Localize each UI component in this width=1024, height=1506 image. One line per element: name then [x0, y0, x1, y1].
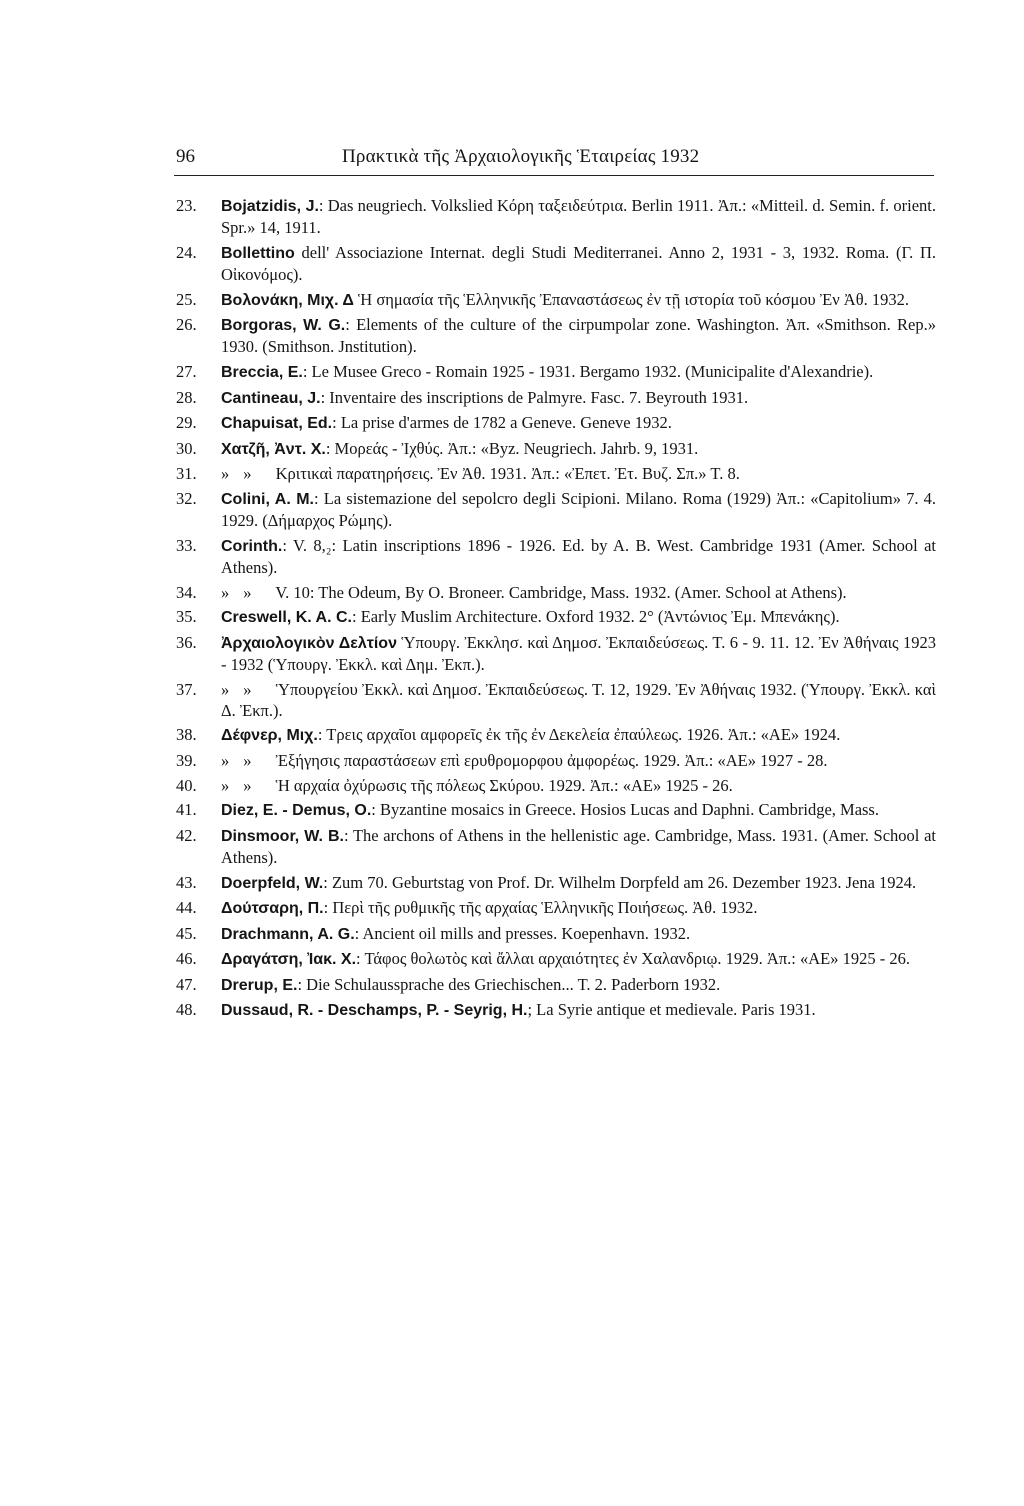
header-rule — [174, 175, 934, 176]
entry-text: : Die Schulaussprache des Griechischen... T. 2. Paderborn 1932. — [297, 974, 721, 994]
entry-author: Bojatzidis, J. — [221, 198, 319, 215]
entry-number: 46. — [176, 949, 197, 969]
entry-number: 45. — [176, 923, 197, 943]
bibliography-entry — [176, 825, 936, 868]
entry-number: 26. — [176, 315, 197, 335]
entry-number: 48. — [176, 1000, 197, 1020]
entry-author: Drachmann, A. G. — [221, 925, 355, 943]
entry-number: 40. — [176, 775, 197, 795]
entry-text: : Περὶ τῆς ρυθμικῆς τῆς αρχαίας Ἑλληνικῆς Ποιήσεως. Ἀθ. 1932. — [323, 898, 758, 918]
entry-text: : V. 8,₂: Latin inscriptions 1896 - 1926. Ed. by A. B. West. Cambridge 1931 (Amer. School at Athens). — [221, 535, 936, 577]
entry-number: 28. — [176, 387, 197, 407]
entry-text: : Ancient oil mills and presses. Koepenhavn. 1932. — [354, 923, 691, 943]
entry-text: V. 10: The Odeum, By O. Broneer. Cambridge, Mass. 1932. (Amer. School at Athens). — [271, 582, 847, 602]
entry-number: 33. — [176, 535, 197, 555]
entry-text: : La prise d'armes de 1782 a Geneve. Geneve 1932. — [332, 413, 672, 433]
entry-number: 41. — [176, 800, 197, 820]
bibliography-entry — [176, 195, 936, 238]
entry-number: 35. — [176, 607, 197, 627]
bibliography-entry — [176, 897, 936, 919]
entry-text: : Inventaire des inscriptions de Palmyre. Fasc. 7. Beyrouth 1931. — [320, 387, 749, 407]
entry-number: 34. — [176, 582, 197, 602]
bibliography-entry — [176, 488, 936, 531]
entry-number: 42. — [176, 825, 197, 845]
entry-text: ; La Syrie antique et medievale. Paris 1931. — [527, 1000, 816, 1020]
entry-text: : Zum 70. Geburtstag von Prof. Dr. Wilhelm Dorpfeld am 26. Dezember 1923. Jena 1924. — [323, 872, 917, 892]
bibliography-entry — [176, 724, 936, 746]
entry-author: Doerpfeld, W. — [221, 874, 324, 892]
bibliography-entry — [176, 974, 936, 996]
entry-text: : Τάφος θολωτὸς καὶ ἄλλαι αρχαιότητες ἐν Χαλανδριῳ. 1929. Ἀπ.: «ΑΕ» 1925 - 26. — [356, 949, 910, 969]
entry-text: : Das neugriech. Volkslied Κόρη ταξειδεύτρια. Berlin 1911. Ἀπ.: «Mitteil. d. Semin. f. orient. Spr.» 14, 1911. — [221, 196, 937, 238]
bibliography-entry — [176, 535, 936, 578]
entry-text: Ὑπουργείου Ἐκκλ. καὶ Δημοσ. Ἐκπαιδεύσεως. Τ. 12, 1929. Ἐν Ἀθήναις 1932. (Ὑπουργ. Ἐκκλ. καὶ Δ. Ἐκπ.). — [221, 679, 936, 720]
bibliography-entry — [176, 923, 936, 945]
bibliography-entry — [176, 438, 936, 460]
entry-author: Δέφνερ, Μιχ. — [221, 727, 318, 745]
bibliography-entry — [176, 999, 936, 1021]
running-title: Πρακτικὰ τῆς Ἀρχαιολογικῆς Ἑταιρείας 1932 — [342, 146, 700, 167]
bibliography-list — [176, 195, 936, 1025]
entry-number: 44. — [176, 898, 197, 918]
entry-author: Βολονάκη, Μιχ. Δ — [221, 291, 354, 309]
entry-text: : Byzantine mosaics in Greece. Hosios Lucas and Daphni. Cambridge, Mass. — [371, 800, 879, 820]
bibliography-entry — [176, 775, 936, 796]
entry-text: : Τρεις αρχαῖοι αμφορεῖς ἐκ τῆς ἐν Δεκελεία ἐπαύλεως. 1926. Ἀπ.: «ΑΕ» 1924. — [317, 725, 841, 745]
ditto-mark: »» — [221, 775, 266, 795]
entry-author: Cantineau, J. — [221, 389, 321, 407]
entry-number: 38. — [176, 725, 197, 745]
entry-author: Bollettino — [221, 244, 295, 262]
entry-author: Colini, A. M. — [221, 490, 315, 508]
entry-text: Ὑπουργ. Ἐκκλησ. καὶ Δημοσ. Ἐκπαιδεύσεως. Τ. 6 - 9. 11. 12. Ἐν Ἀθήναις 1923 - 1932 (Ὑπουργ. Ἐκκλ. καὶ Δημ. Ἐκπ.). — [221, 632, 937, 674]
entry-number: 39. — [176, 750, 197, 770]
bibliography-entry — [176, 242, 936, 285]
entry-number: 43. — [176, 872, 197, 892]
entry-author: Χατζῆ, Ἀντ. Χ. — [221, 440, 326, 458]
entry-number: 27. — [176, 361, 197, 381]
entry-author: Dinsmoor, W. B. — [221, 827, 344, 845]
bibliography-entry — [176, 948, 936, 970]
bibliography-entry — [176, 361, 936, 383]
entry-text: : Le Musee Greco - Romain 1925 - 1931. Bergamo 1932. (Municipalite d'Alexandrie). — [302, 361, 874, 381]
entry-author: Corinth. — [221, 537, 283, 555]
bibliography-entry — [176, 387, 936, 409]
entry-number: 24. — [176, 242, 197, 262]
entry-number: 23. — [176, 196, 197, 215]
entry-author: Creswell, K. A. C. — [221, 609, 352, 627]
entry-text: dell' Associazione Internat. degli Studi Mediterranei. Anno 2, 1931 - 3, 1932. Roma. (Γ. Π. Οἰκονόμος). — [221, 242, 936, 284]
bibliography-entry — [176, 412, 936, 434]
entry-number: 29. — [176, 413, 197, 433]
ditto-mark: »» — [221, 582, 266, 602]
bibliography-entry — [176, 799, 936, 821]
entry-text: Κριτικαὶ παρατηρήσεις. Ἐν Ἀθ. 1931. Ἀπ.: «Ἐπετ. Ἐτ. Βυζ. Σπ.» Τ. 8. — [271, 464, 740, 484]
entry-number: 32. — [176, 488, 197, 508]
bibliography-entry — [176, 582, 936, 603]
entry-number: 36. — [176, 632, 197, 652]
entry-number: 37. — [176, 679, 197, 699]
ditto-mark: »» — [221, 679, 266, 699]
bibliography-entry — [176, 632, 936, 675]
entry-text: : Early Muslim Architecture. Oxford 1932. 2° (Ἀντώνιος Ἐμ. Μπενάκης). — [352, 607, 840, 627]
entry-text: Ἡ σημασία τῆς Ἑλληνικῆς Ἐπαναστάσεως ἐν τῇ ιστορία τοῦ κόσμου Ἐν Ἀθ. 1932. — [353, 289, 909, 309]
entry-author: Diez, E. - Demus, O. — [221, 802, 372, 820]
entry-text: : Elements of the culture of the cirpumpolar zone. Washington. Ἀπ. «Smithson. Rep.» 1930. (Smithson. Jnstitution). — [221, 315, 937, 357]
entry-text: : Μορεάς - Ἰχθύς. Ἀπ.: «Byz. Neugriech. Jahrb. 9, 1931. — [325, 438, 699, 458]
bibliography-entry — [176, 606, 936, 628]
entry-number: 31. — [176, 464, 197, 484]
entry-author: Δραγάτση, Ἰακ. Χ. — [221, 951, 357, 969]
entry-author: Drerup, E. — [221, 976, 298, 994]
page-number: 96 — [176, 146, 195, 167]
entry-text: Ἡ αρχαία ὀχύρωσις τῆς πόλεως Σκύρου. 1929. Ἀπ.: «ΑΕ» 1925 - 26. — [271, 775, 733, 795]
entry-author: Breccia, E. — [221, 363, 303, 381]
bibliography-entry — [176, 463, 936, 484]
bibliography-entry — [176, 872, 936, 894]
ditto-mark: »» — [221, 464, 266, 484]
entry-author: Δούτσαρη, Π. — [221, 900, 324, 918]
entry-text: Ἐξήγησις παραστάσεων επὶ ερυθρομορφου ἀμφορέως. 1929. Ἀπ.: «ΑΕ» 1927 - 28. — [271, 750, 828, 770]
bibliography-entry — [176, 679, 936, 721]
bibliography-entry — [176, 314, 936, 357]
entry-author: Borgoras, W. G. — [221, 317, 346, 335]
entry-number: 30. — [176, 438, 197, 458]
entry-author: Chapuisat, Ed. — [221, 415, 333, 433]
entry-text: : La sistemazione del sepolcro degli Scipioni. Milano. Roma (1929) Ἀπ.: «Capitolium» 7. 4. 1929. (Δήμαρχος Ρώμης). — [221, 488, 937, 531]
bibliography-entry — [176, 289, 936, 311]
entry-author: Dussaud, R. - Deschamps, P. - Seyrig, H. — [221, 1002, 528, 1020]
ditto-mark: »» — [221, 750, 266, 770]
entry-number: 47. — [176, 974, 197, 994]
entry-text: : The archons of Athens in the hellenistic age. Cambridge, Mass. 1931. (Amer. School at Athens). — [221, 825, 936, 867]
entry-author: Ἀρχαιολογικὸν Δελτίον — [221, 634, 397, 652]
entry-number: 25. — [176, 289, 197, 309]
running-header — [176, 146, 936, 172]
bibliography-entry — [176, 750, 936, 771]
